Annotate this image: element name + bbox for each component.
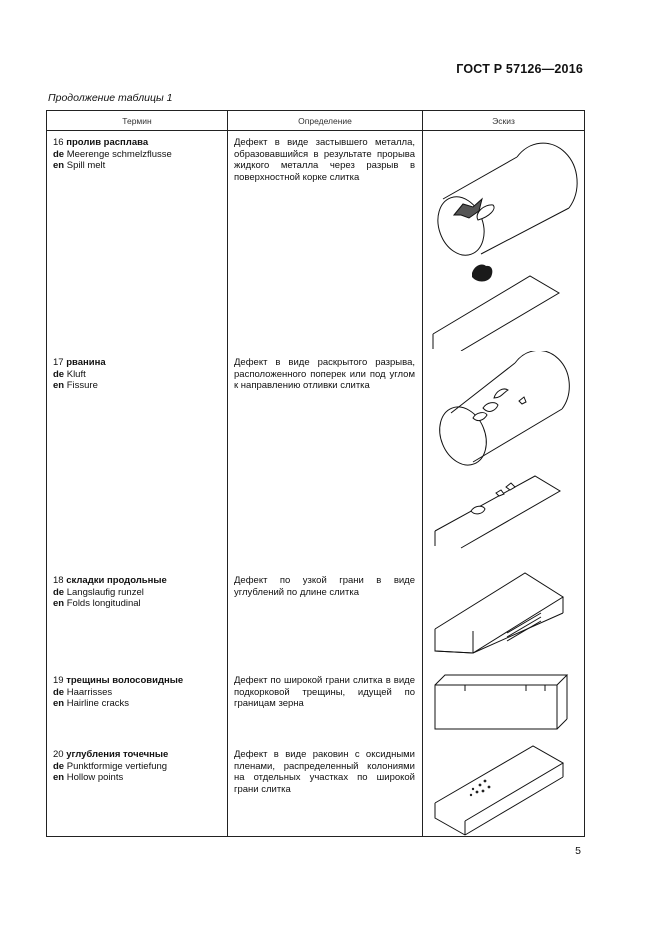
sketch-cell — [423, 569, 585, 669]
definition-cell — [228, 569, 423, 669]
term-ru: складки продольные — [66, 575, 167, 586]
terms-table — [46, 110, 585, 837]
term-en: Folds longitudinal — [66, 598, 141, 610]
lang-de-label: de — [53, 148, 65, 160]
sketch-cell — [423, 743, 585, 837]
lang-de-label: de — [53, 686, 65, 698]
lang-de-label: de — [53, 368, 65, 380]
term-en: Spill melt — [66, 160, 106, 172]
table-row — [47, 669, 585, 743]
lang-en-label: en — [53, 698, 65, 710]
definition-text: Дефект в виде раковин с оксидными пленами, распределенный колониями на отдельных участках по широкой грани слитка — [234, 749, 415, 795]
column-header-definition: Определение — [228, 111, 423, 131]
definition-cell — [228, 351, 423, 569]
table-row — [47, 131, 585, 352]
table-row — [47, 743, 585, 837]
term-en: Hairline cracks — [66, 698, 130, 710]
sketch-cell — [423, 669, 585, 743]
term-cell — [47, 569, 228, 669]
definition-cell — [228, 669, 423, 743]
table-caption: Продолжение таблицы 1 — [48, 92, 173, 104]
table-row — [47, 569, 585, 669]
sketch-longitudinal-folds-image — [423, 569, 585, 669]
sketch-cell — [423, 131, 585, 352]
term-de: Haarrisses — [66, 686, 113, 698]
term-cell — [47, 669, 228, 743]
term-ru: трещины волосовидные — [66, 675, 184, 686]
term-cell — [47, 131, 228, 352]
lang-de-label: de — [53, 760, 65, 772]
term-number: 17 — [53, 357, 64, 368]
term-en: Fissure — [66, 380, 98, 392]
lang-en-label: en — [53, 160, 65, 172]
sketch-hairline-cracks-image — [423, 669, 585, 743]
column-header-sketch: Эскиз — [423, 111, 585, 131]
lang-en-label: en — [53, 380, 65, 392]
term-de: Kluft — [66, 368, 86, 380]
term-de: Langslaufig runzel — [66, 586, 144, 598]
term-cell — [47, 351, 228, 569]
term-de: Meerenge schmelzflusse — [66, 148, 172, 160]
table-row — [47, 351, 585, 569]
definition-text: Дефект по узкой грани в виде углублений по длине слитка — [234, 575, 415, 598]
column-header-term: Термин — [47, 111, 228, 131]
lang-de-label: de — [53, 586, 65, 598]
page-number: 5 — [575, 845, 581, 857]
definition-cell — [228, 743, 423, 837]
term-number: 20 — [53, 749, 64, 760]
term-number: 16 — [53, 137, 64, 148]
term-ru: углубления точечные — [66, 749, 169, 760]
term-cell — [47, 743, 228, 837]
lang-en-label: en — [53, 598, 65, 610]
term-en: Hollow points — [66, 772, 124, 784]
term-number: 19 — [53, 675, 64, 686]
definition-text: Дефект по широкой грани слитка в виде подкорковой трещины, идущей по границам зерна — [234, 675, 415, 710]
term-number: 18 — [53, 575, 64, 586]
sketch-cell — [423, 351, 585, 569]
document-code: ГОСТ Р 57126—2016 — [456, 62, 583, 76]
sketch-hollow-points-image — [423, 743, 585, 836]
definition-text: Дефект в виде застывшего металла, образовавшийся в результате прорыва жидкого металла через разрыв в поверхностной корке слитка — [234, 137, 415, 183]
sketch-spill-melt-image — [423, 131, 585, 351]
term-ru: рванина — [66, 357, 106, 368]
sketch-fissure-image — [423, 351, 585, 569]
term-de: Punktformige vertiefung — [66, 760, 168, 772]
lang-en-label: en — [53, 772, 65, 784]
definition-text: Дефект в виде раскрытого разрыва, расположенного поперек или под углом к направлению отливки слитка — [234, 357, 415, 392]
term-ru: пролив расплава — [66, 137, 149, 148]
definition-cell — [228, 131, 423, 352]
table-header-row — [47, 111, 585, 131]
